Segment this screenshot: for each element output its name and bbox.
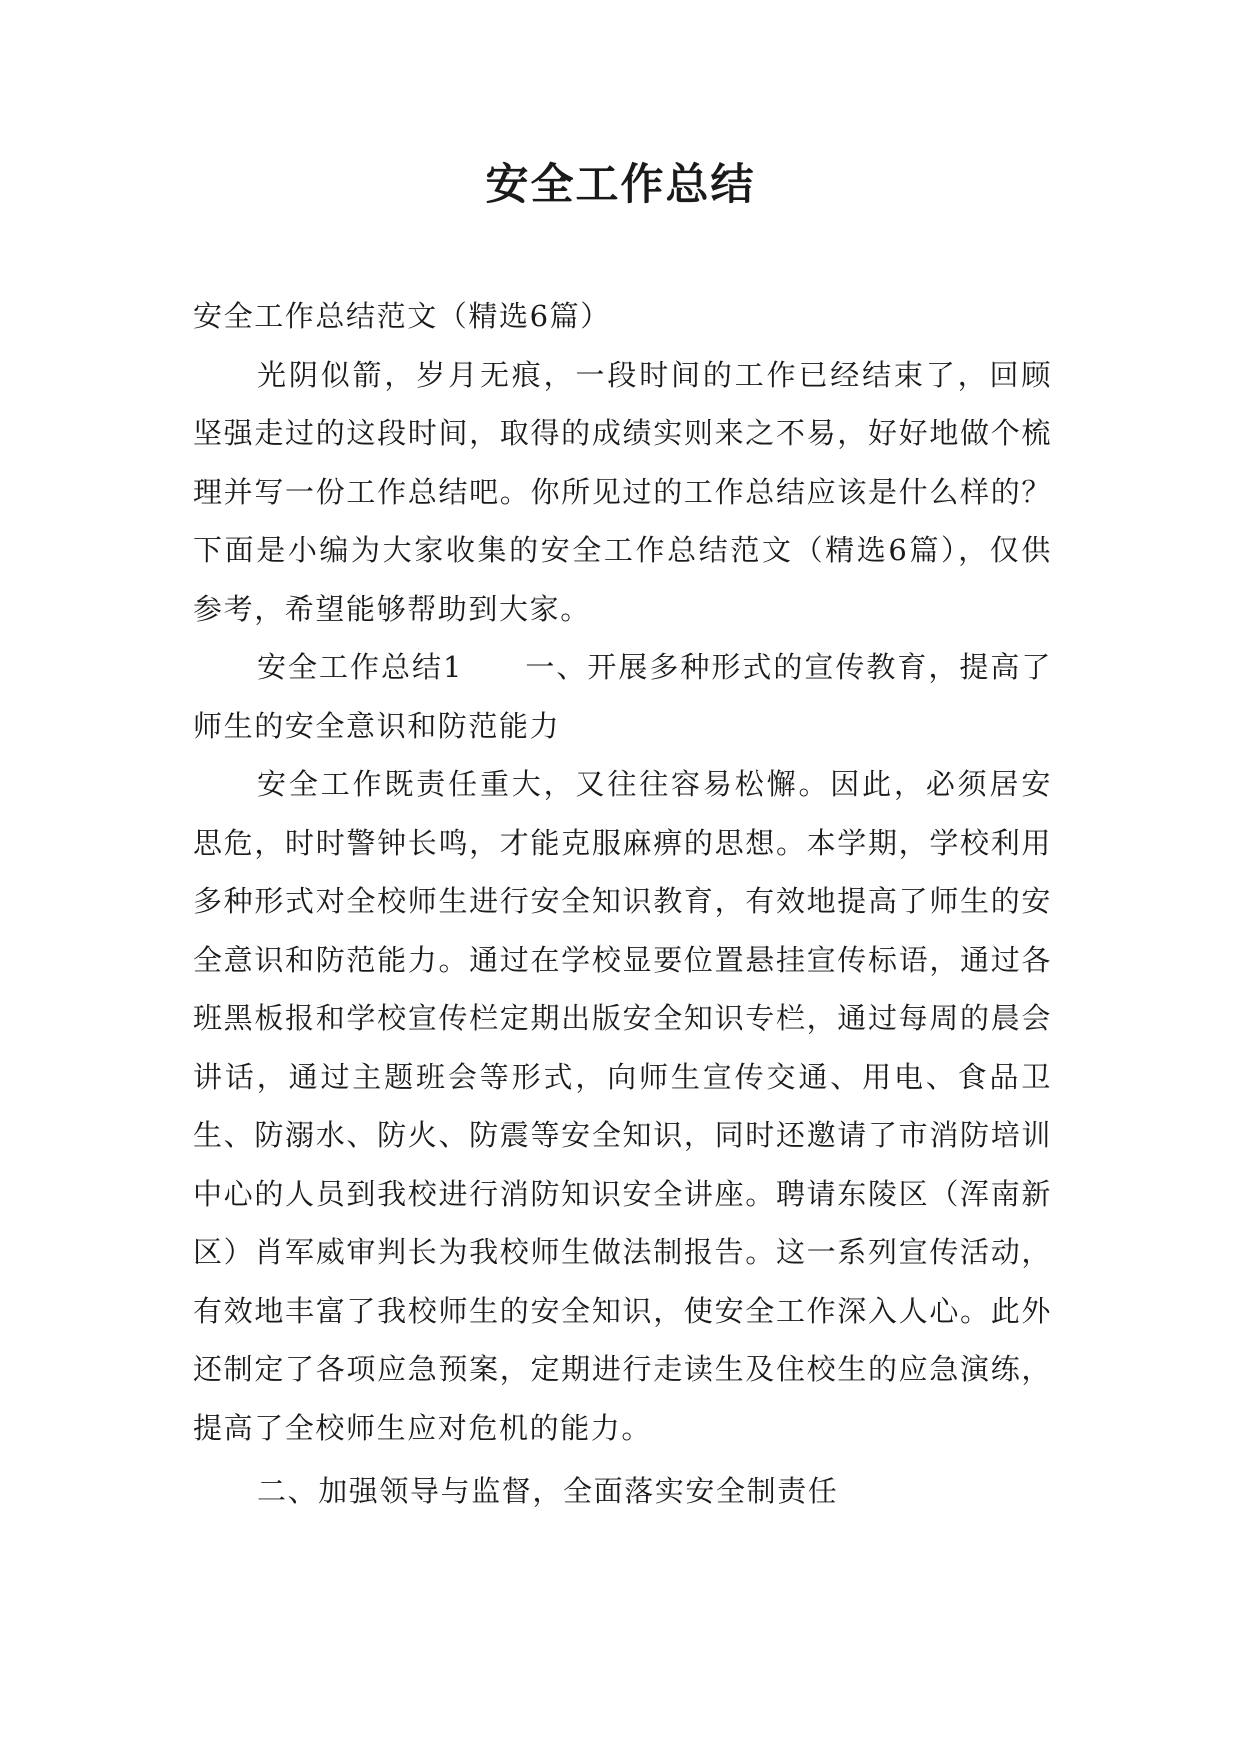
subtitle-paragraph: 安全工作总结范文（精选6篇） — [193, 299, 611, 333]
document-body — [193, 287, 1052, 1521]
document-title: 安全工作总结 — [485, 160, 756, 210]
body-paragraph-1: 安全工作既责任重大，又往往容易松懈。因此，必须居安思危，时时警钟长鸣，才能克服麻痹的思想。本学期，学校利用多种形式对全校师生进行安全知识教育，有效地提高了师生的安全意识和防范能力。通过在学校显要位置悬挂宣传标语，通过各班黑板报和学校宣传栏定期出版安全知识专栏，通过每周的晨会讲话，通过主题班会等形式，向师生宣传交通、用电、食品卫生、防溺水、防火、防震等安全知识，同时还邀请了市消防培训中心的人员到我校进行消防知识安全讲座。聘请东陵区（浑南新区）肖军威审判长为我校师生做法制报告。这一系列宣传活动，有效地丰富了我校师生的安全知识，使安全工作深入人心。此外还制定了各项应急预案，定期进行走读生及住校生的应急演练，提高了全校师生应对危机的能力。 — [193, 767, 1052, 1445]
section-heading-1: 安全工作总结1 一、开展多种形式的宣传教育，提高了师生的安全意识和防范能力 — [193, 650, 1052, 743]
intro-paragraph: 光阴似箭，岁月无痕，一段时间的工作已经结束了，回顾坚强走过的这段时间，取得的成绩实则来之不易，好好地做个梳理并写一份工作总结吧。你所见过的工作总结应该是什么样的？下面是小编为大家收集的安全工作总结范文（精选6篇），仅供参考，希望能够帮助到大家。 — [193, 357, 1052, 626]
section-heading-2: 二、加强领导与监督，全面落实安全制责任 — [257, 1474, 839, 1508]
